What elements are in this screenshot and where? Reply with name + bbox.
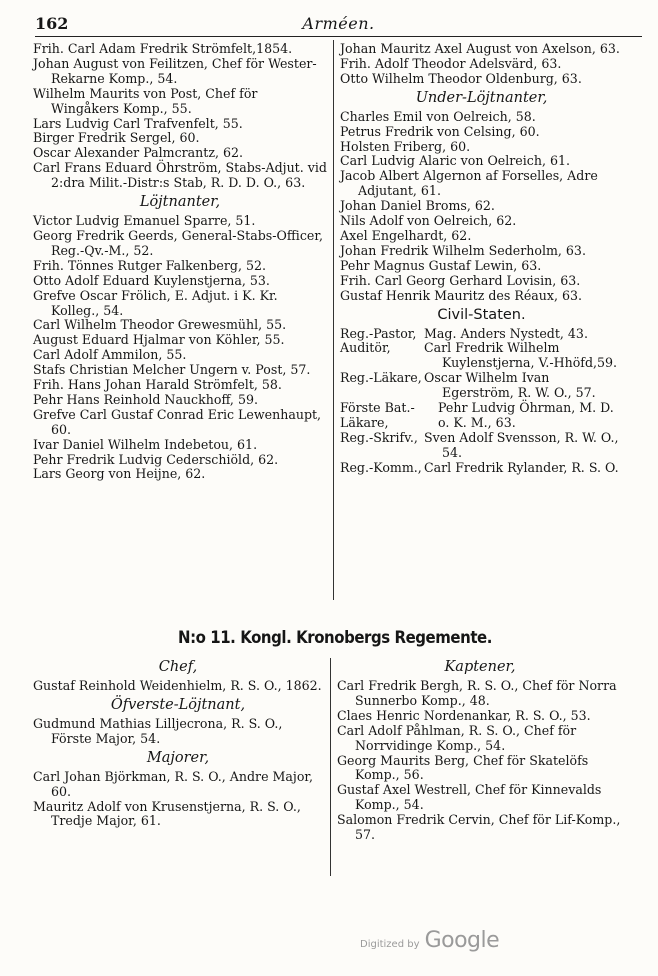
staff-name: Sven Adolf Svensson, R. W. O., 54. bbox=[424, 429, 619, 460]
google-logo: Google bbox=[424, 928, 500, 953]
staff-role-line: Läkare, bbox=[340, 414, 389, 430]
roster-entry: Victor Ludvig Emanuel Sparre, 51. bbox=[33, 213, 256, 229]
roster-entry: Oscar Alexander Palmcrantz, 62. bbox=[33, 145, 244, 161]
roster-entry: Johan Daniel Broms, 62. bbox=[340, 198, 495, 214]
roster-entry: Carl Wilhelm Theodor Grewesmühl, 55. bbox=[33, 317, 287, 333]
roster-entry: Otto Adolf Eduard Kuylenstjerna, 53. bbox=[33, 272, 270, 288]
section-heading: Civil-Staten. bbox=[437, 306, 526, 323]
roster-entry: Georg Fredrik Geerds, General-Stabs-Officer, Reg.-Qv.-M., 52. bbox=[33, 227, 323, 258]
watermark-prefix: Digitized by bbox=[360, 939, 420, 950]
running-head: Arméen. bbox=[302, 14, 375, 33]
section-heading: Chef, bbox=[158, 659, 198, 675]
roster-entry: Grefve Carl Gustaf Conrad Eric Lewenhaupt, 60. bbox=[33, 406, 322, 437]
roster-entry: Pehr Fredrik Ludvig Cederschiöld, 62. bbox=[33, 451, 279, 467]
roster-entry: Frih. Carl Georg Gerhard Lovisin, 63. bbox=[340, 272, 581, 288]
roster-entry: Charles Emil von Oelreich, 58. bbox=[340, 108, 536, 124]
roster-entry: Mauritz Adolf von Krusenstjerna, R. S. O., Tredje Major, 61. bbox=[33, 798, 301, 829]
roster-entry: Claes Henric Nordenankar, R. S. O., 53. bbox=[337, 707, 591, 723]
roster-entry: Carl Frans Eduard Öhrström, Stabs-Adjut. vid 2:dra Milit.-Distr:s Stab, R. D. D. O., 63. bbox=[33, 160, 327, 191]
roster-entry: Nils Adolf von Oelreich, 62. bbox=[340, 213, 517, 229]
roster-entry: August Eduard Hjalmar von Köhler, 55. bbox=[33, 332, 285, 348]
roster-entry: Pehr Magnus Gustaf Lewin, 63. bbox=[340, 257, 542, 273]
roster-entry: Pehr Hans Reinhold Nauckhoff, 59. bbox=[33, 391, 258, 407]
column-divider-top bbox=[333, 40, 334, 600]
section-heading: Under-Löjtnanter, bbox=[415, 89, 548, 106]
roster-entry: Carl Adolf Ammilon, 55. bbox=[33, 347, 187, 363]
roster-entry: Frih. Tönnes Rutger Falkenberg, 52. bbox=[33, 257, 266, 273]
section-heading: Kaptener, bbox=[444, 659, 516, 675]
section-heading: Öfverste-Löjtnant, bbox=[110, 696, 246, 713]
roster-entry: Carl Johan Björkman, R. S. O., Andre Major, 60. bbox=[33, 768, 314, 799]
roster-entry: Lars Ludvig Carl Trafvenfelt, 55. bbox=[33, 115, 243, 131]
page-header bbox=[35, 14, 642, 37]
staff-row bbox=[340, 371, 623, 401]
section-heading: Majorer, bbox=[146, 749, 210, 766]
roster-entry: Georg Maurits Berg, Chef för Skatelöfs Komp., 56. bbox=[337, 752, 589, 783]
roster-entry: Lars Georg von Heijne, 62. bbox=[33, 466, 206, 482]
roster-entry: Otto Wilhelm Theodor Oldenburg, 63. bbox=[340, 70, 582, 86]
bottom-right-column bbox=[337, 656, 623, 843]
staff-name: Carl Fredrik Wilhelm Kuylenstjerna, V.-Hhöfd,59. bbox=[424, 340, 618, 371]
staff-role-line: Förste Bat.- bbox=[340, 400, 415, 416]
roster-entry: Gudmund Mathias Lilljecrona, R. S. O., Förste Major, 54. bbox=[33, 715, 283, 746]
staff-role: Auditör, bbox=[340, 340, 391, 356]
roster-entry: Johan August von Feilitzen, Chef för Wester-Rekarne Komp., 54. bbox=[33, 55, 317, 86]
column-divider-bottom bbox=[330, 658, 331, 876]
roster-entry: Carl Adolf Påhlman, R. S. O., Chef för Norrvidinge Komp., 54. bbox=[337, 722, 577, 753]
staff-row bbox=[340, 341, 623, 371]
roster-entry: Ivar Daniel Wilhelm Indebetou, 61. bbox=[33, 436, 258, 452]
staff-row bbox=[340, 431, 623, 461]
roster-entry: Gustaf Axel Westrell, Chef för Kinnevalds Komp., 54. bbox=[337, 782, 602, 813]
staff-role: Reg.-Komm., bbox=[340, 459, 422, 475]
staff-row bbox=[340, 461, 623, 476]
roster-entry: Johan Fredrik Wilhelm Sederholm, 63. bbox=[340, 242, 586, 258]
roster-entry: Wilhelm Maurits von Post, Chef för Wingåkers Komp., 55. bbox=[33, 85, 258, 116]
staff-name: Mag. Anders Nystedt, 43. bbox=[424, 325, 588, 341]
roster-entry: Petrus Fredrik von Celsing, 60. bbox=[340, 123, 540, 139]
bottom-left-column bbox=[33, 656, 323, 829]
staff-name: Pehr Ludvig Öhrman, M. D. o. K. M., 63. bbox=[438, 400, 614, 430]
roster-entry: Johan Mauritz Axel August von Axelson, 63. bbox=[340, 41, 620, 56]
section-heading: Löjtnanter, bbox=[139, 194, 221, 211]
roster-entry: Carl Fredrik Bergh, R. S. O., Chef för Norra Sunnerbo Komp., 48. bbox=[337, 678, 617, 708]
roster-entry: Gustaf Reinhold Weidenhielm, R. S. O., 1862. bbox=[33, 678, 322, 693]
staff-role bbox=[340, 401, 424, 431]
roster-entry: Stafs Christian Melcher Ungern v. Post, 57. bbox=[33, 362, 311, 378]
digitized-watermark bbox=[360, 928, 499, 953]
staff-role: Reg.-Skrifv., bbox=[340, 429, 418, 445]
staff-row bbox=[340, 401, 623, 431]
top-right-column bbox=[340, 42, 623, 476]
roster-entry: Birger Fredrik Sergel, 60. bbox=[33, 130, 200, 146]
staff-name: Oscar Wilhelm Ivan Egerström, R. W. O., 57. bbox=[424, 370, 596, 401]
page-number: 162 bbox=[35, 14, 69, 33]
roster-entry: Axel Engelhardt, 62. bbox=[340, 227, 472, 243]
roster-entry: Frih. Carl Adam Fredrik Strömfelt,1854. bbox=[33, 41, 293, 56]
roster-entry: Grefve Oscar Frölich, E. Adjut. i K. Kr. Kolleg., 54. bbox=[33, 287, 278, 318]
regiment-title: N:o 11. Kongl. Kronobergs Regemente. bbox=[178, 628, 492, 648]
roster-entry: Gustaf Henrik Mauritz des Réaux, 63. bbox=[340, 287, 583, 303]
roster-entry: Jacob Albert Algernon af Forselles, Adre Adjutant, 61. bbox=[340, 168, 598, 199]
roster-entry: Frih. Adolf Theodor Adelsvärd, 63. bbox=[340, 55, 562, 71]
roster-entry: Frih. Hans Johan Harald Strömfelt, 58. bbox=[33, 377, 282, 393]
roster-entry: Salomon Fredrik Cervin, Chef för Lif-Komp., 57. bbox=[337, 812, 621, 843]
staff-name: Carl Fredrik Rylander, R. S. O. bbox=[424, 459, 619, 475]
roster-entry: Holsten Friberg, 60. bbox=[340, 138, 471, 154]
top-left-column bbox=[33, 42, 327, 482]
staff-row bbox=[340, 327, 623, 342]
staff-role: Reg.-Läkare, bbox=[340, 370, 422, 386]
staff-role: Reg.-Pastor, bbox=[340, 325, 417, 341]
roster-entry: Carl Ludvig Alaric von Oelreich, 61. bbox=[340, 153, 570, 169]
